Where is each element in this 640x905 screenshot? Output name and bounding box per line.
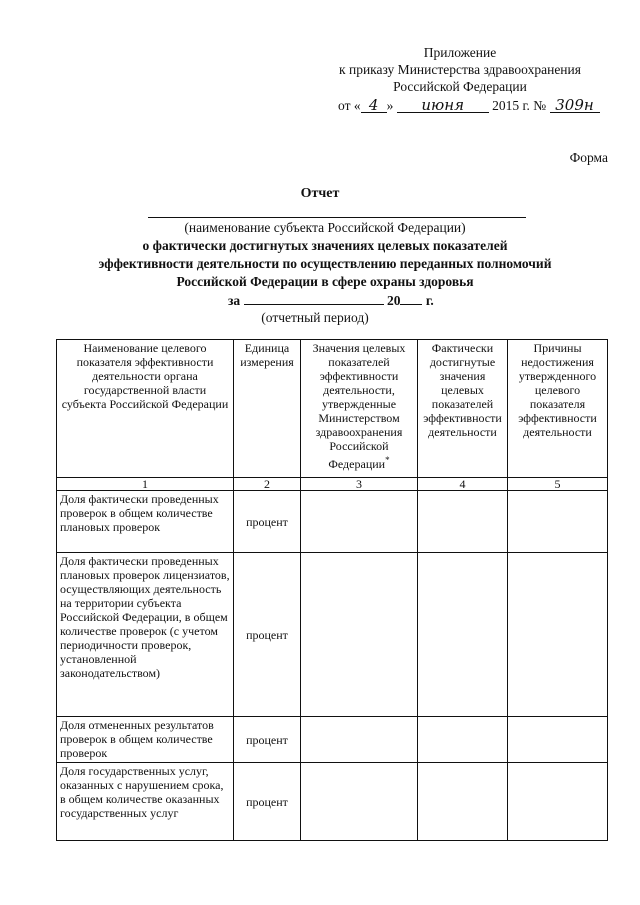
approved-value-cell xyxy=(301,553,418,717)
period-caption: (отчетный период) xyxy=(261,310,369,325)
report-table xyxy=(56,339,608,841)
appendix-line-3: Российской Федерации xyxy=(393,79,527,94)
table-row xyxy=(57,717,608,763)
period-blank xyxy=(244,292,384,305)
approved-value-cell xyxy=(301,763,418,841)
column-number-5: 5 xyxy=(508,478,608,491)
indicator-unit: процент xyxy=(234,491,301,553)
approved-value-cell xyxy=(301,491,418,553)
order-day: 4 xyxy=(361,98,387,113)
column-number-2: 2 xyxy=(234,478,301,491)
column-numbers-row xyxy=(57,478,608,491)
appendix-line-2: к приказу Министерства здравоохранения xyxy=(339,62,581,77)
heading-line-2: эффективности деятельности по осуществлению переданных полномочий xyxy=(98,256,552,271)
approved-value-cell xyxy=(301,717,418,763)
header-approved-values: Значения целевых показателей эффективности деятельности, утвержденные Министерством здравоохранения Российской Федерации* xyxy=(301,340,418,478)
order-date-line xyxy=(338,98,600,114)
appendix-block xyxy=(300,44,620,95)
actual-value-cell xyxy=(418,553,508,717)
order-prefix: от « xyxy=(338,98,361,113)
indicator-unit: процент xyxy=(234,553,301,717)
reason-cell xyxy=(508,553,608,717)
actual-value-cell xyxy=(418,717,508,763)
form-label: Форма xyxy=(569,150,608,165)
indicator-name: Доля государственных услуг, оказанных с нарушением срока, в общем количестве оказанных государственных услуг xyxy=(57,763,234,841)
actual-value-cell xyxy=(418,763,508,841)
table-header-row xyxy=(57,340,608,478)
heading-line-3: Российской Федерации в сфере охраны здоровья xyxy=(176,274,474,289)
indicator-unit: процент xyxy=(234,717,301,763)
header-indicator-name: Наименование целевого показателя эффективности деятельности органа государственной власти субъекта Российской Федерации xyxy=(57,340,234,478)
table-row xyxy=(57,491,608,553)
period-prefix: за xyxy=(228,293,241,308)
indicator-unit: процент xyxy=(234,763,301,841)
indicator-name: Доля отмененных результатов проверок в общем количестве проверок xyxy=(57,717,234,763)
footnote-mark: * xyxy=(385,455,390,465)
reason-cell xyxy=(508,763,608,841)
period-year-blank xyxy=(400,292,422,305)
table-row xyxy=(57,763,608,841)
table-row xyxy=(57,553,608,717)
header-reasons: Причины недостижения утвержденного целевого показателя эффективности деятельности xyxy=(508,340,608,478)
period-line xyxy=(228,292,434,309)
order-number: 309н xyxy=(550,98,600,113)
column-number-1: 1 xyxy=(57,478,234,491)
subject-underline xyxy=(148,217,526,218)
indicator-name: Доля фактически проведенных плановых проверок лицензиатов, осуществляющих деятельность на территории субъекта Российской Федерации, в общем количестве проверок (с учетом периодичности проверок, установленной законодательством) xyxy=(57,553,234,717)
column-number-3: 3 xyxy=(301,478,418,491)
reason-cell xyxy=(508,717,608,763)
column-number-4: 4 xyxy=(418,478,508,491)
order-mid: » xyxy=(386,98,394,113)
actual-value-cell xyxy=(418,491,508,553)
heading-line-1: о фактически достигнутых значениях целевых показателей xyxy=(142,238,508,253)
reason-cell xyxy=(508,491,608,553)
appendix-line-1: Приложение xyxy=(423,45,497,60)
header-actual-values: Фактически достигнутые значения целевых показателей эффективности деятельности xyxy=(418,340,508,478)
indicator-name: Доля фактически проведенных проверок в общем количестве плановых проверок xyxy=(57,491,234,553)
report-title: Отчет xyxy=(300,186,340,201)
subject-caption: (наименование субъекта Российской Федерации) xyxy=(184,220,466,235)
order-month: июня xyxy=(397,98,489,113)
order-year: 2015 г. № xyxy=(492,98,547,113)
header-unit: Единица измерения xyxy=(234,340,301,478)
period-year: 20 xyxy=(386,293,401,308)
period-suffix: г. xyxy=(425,293,434,308)
